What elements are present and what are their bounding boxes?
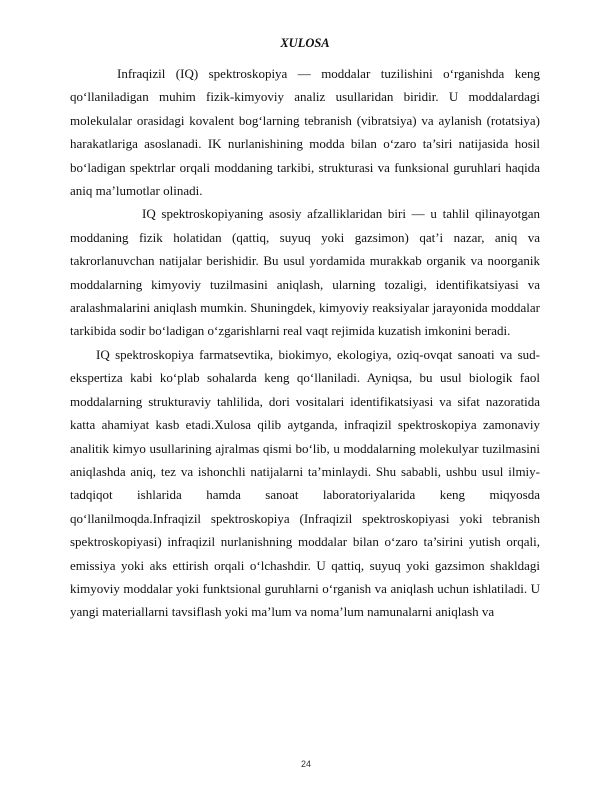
paragraph-advantages: IQ spektroskopiyaning asosiy afzalliklaridan biri — u tahlil qilinayotgan moddaning fizik holatidan (qattiq, suyuq yoki gazsimon) qat’i nazar, aniq va takrorlanuvchan natijalar berishidir. Bu usul yordamida murakkab organik va noorganik moddalarning kimyoviy tuzilmasini aniqlash, ularning tozaligi, identifikatsiyasi va aralashmalarini aniqlash mumkin. Shuningdek, kimyoviy reaksiyalar jarayonida moddalar tarkibida sodir bo‘ladigan o‘zgarishlarni real vaqt rejimida kuzatish imkonini beradi. xyxy=(70,206,540,339)
page-title: XULOSA xyxy=(280,36,330,50)
paragraph-introduction: Infraqizil (IQ) spektroskopiya — moddalar tuzilishini o‘rganishda keng qo‘llaniladigan muhim fizik-kimyoviy analiz usullaridan biridir. U moddalardagi molekulalar orasidagi kovalent bog‘larning tebranish (vibratsiya) va aylanish (rotatsiya) harakatlariga asoslanadi. IK nurlanishining modda bilan o‘zaro ta’siri natijasida hosil bo‘ladigan spektrlar orqali moddaning tarkibi, strukturasi va funksional guruhlari haqida aniq ma’lumotlar olinadi. xyxy=(70,66,540,199)
page-number: 24 xyxy=(300,759,311,769)
paragraph-applications: IQ spektroskopiya farmatsevtika, biokimyo, ekologiya, oziq-ovqat sanoati va sud-ekspertiza kabi ko‘plab sohalarda keng qo‘llaniladi. Ayniqsa, bu usul biologik faol moddalarning strukturaviy tahlilida, dori vositalari identifikatsiyasi va sifat nazoratida katta ahamiyat kasb etadi.Xulosa qilib aytganda, infraqizil spektroskopiya zamonaviy analitik kimyo usullarining ajralmas qismi bo‘lib, u moddalarning molekulyar tuzilmasini aniqlashda aniq, tez va ishonchli natijalarni ta’minlaydi. Shu sababli, ushbu usul ilmiy-tadqiqot ishlarida hamda sanoat laboratoriyalarida keng miqyosda qo‘llanilmoqda.Infraqizil spektroskopiya (Infraqizil spektroskopiyasi yoki tebranish spektroskopiyasi) infraqizil nurlanishning moddalar bilan o‘zaro ta’sirini yutish orqali, emissiya yoki aks ettirish orqali o‘lchashdir. U qattiq, suyuq yoki gazsimon shakldagi kimyoviy moddalar yoki funktsional guruhlarni o‘rganish va aniqlash uchun ishlatiladi. U yangi materiallarni tavsiflash yoki ma’lum va noma’lum namunalarni aniqlash va xyxy=(70,346,540,620)
